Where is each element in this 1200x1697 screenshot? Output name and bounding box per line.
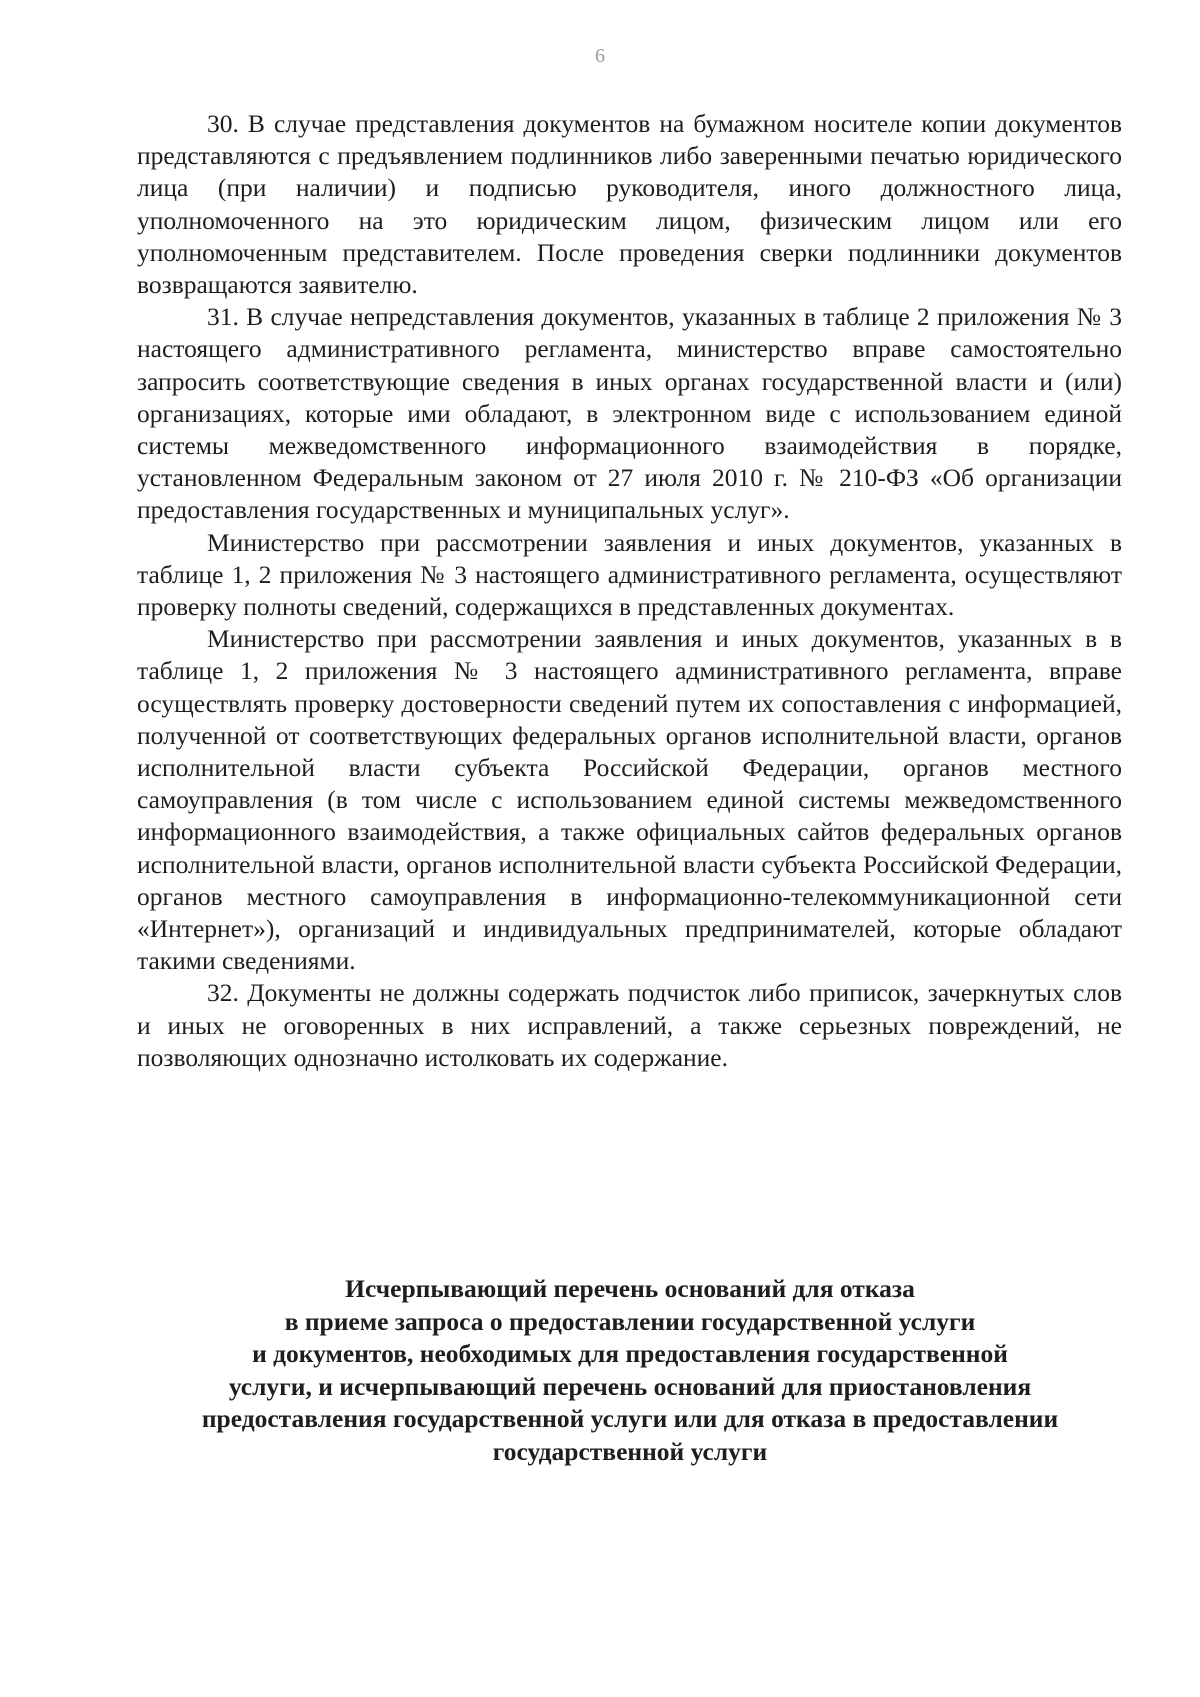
heading-line: Исчерпывающий перечень оснований для отказа — [345, 1274, 915, 1303]
section-heading — [130, 1273, 1130, 1468]
heading-line: услуги, и исчерпывающий перечень оснований для приостановления — [228, 1371, 1032, 1401]
heading-line: и документов, необходимых для предоставления государственной — [252, 1339, 1008, 1368]
paragraph-30: 30. В случае представления документов на бумажном носителе копии документов представляются с предъявлением подлинников либо заверенными печатью юридического лица (при наличии) и подписью руководителя, иного должностного лица, уполномоченного на это юридическим лицом, физическим лицом или его уполномоченным представителем. После проведения сверки подлинники документов возвращаются заявителю. — [137, 109, 1122, 300]
heading-line: предоставления государственной услуги или для отказа в предоставлении — [201, 1404, 1059, 1433]
paragraph-31: 31. В случае непредставления документов, указанных в таблице 2 приложения № 3 настоящего административного регламента, министерство вправе самостоятельно запросить соответствующие сведения в иных органах государственной власти и (или) организациях, которые ими обладают, в электронном виде с использованием единой системы межведомственного информационного взаимодействия в порядке, установленном Федеральным законом от 27 июля 2010 г. № 210-ФЗ «Об организации предоставления государственных и муниципальных услуг». — [137, 302, 1122, 525]
heading-line: в приеме запроса о предоставлении государственной услуги — [284, 1306, 976, 1336]
paragraph-32: 32. Документы не должны содержать подчисток либо приписок, зачеркнутых слов и иных не оговоренных в них исправлений, а также серьезных повреждений, не позволяющих однозначно истолковать их содержание. — [137, 978, 1122, 1072]
heading-line: государственной услуги — [492, 1436, 768, 1466]
document-body — [137, 108, 1122, 1074]
page-number: 6 — [595, 45, 605, 67]
paragraph-completeness-check: Министерство при рассмотрении заявления и иных документов, указанных в таблице 1, 2 приложения № 3 настоящего административного регламента, осуществляют проверку полноты сведений, содержащихся в представленных документах. — [137, 527, 1122, 622]
paragraph-reliability-check: Министерство при рассмотрении заявления и иных документов, указанных в в таблице 1, 2 приложения № 3 настоящего административного регламента, вправе осуществлять проверку достоверности сведений путем их сопоставления с информацией, полученной от соответствующих федеральных органов исполнительной власти, органов исполнительной власти субъекта Российской Федерации, органов местного самоуправления (в том числе с использованием единой системы межведомственного информационного взаимодействия, а также официальных сайтов федеральных органов исполнительной власти, органов исполнительной власти субъекта Российской Федерации, органов местного самоуправления в информационно-телекоммуникационной сети «Интернет»), организаций и индивидуальных предпринимателей, которые обладают такими сведениями. — [137, 624, 1122, 976]
